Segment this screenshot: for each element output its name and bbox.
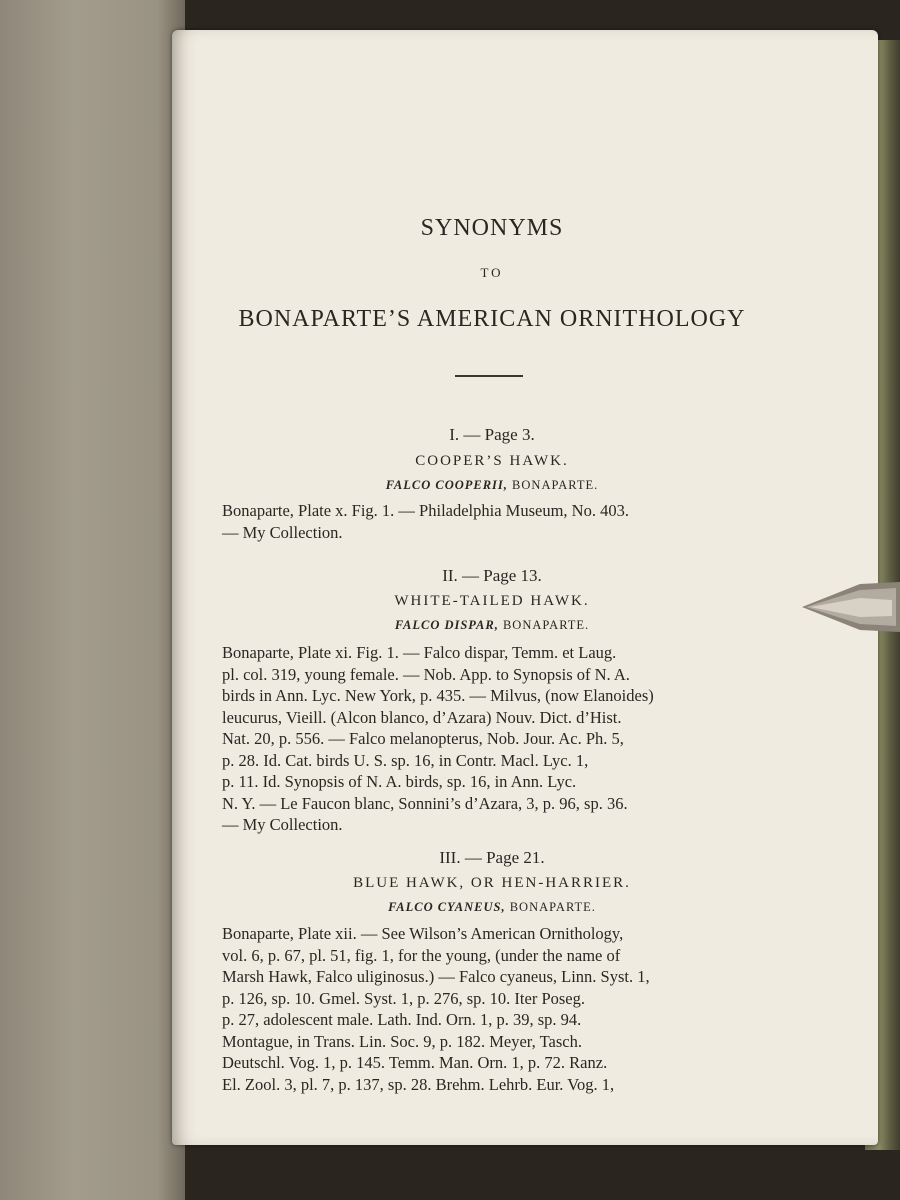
entry-line: p. 11. Id. Synopsis of N. A. birds, sp. 16, in Ann. Lyc.	[222, 772, 577, 791]
entry-line: Marsh Hawk, Falco uliginosus.) — Falco cyaneus, Linn. Syst. 1,	[222, 967, 650, 986]
entry-line: Nat. 20, p. 556. — Falco melanopterus, Nob. Jour. Ac. Ph. 5,	[222, 729, 624, 748]
entry-latin-name: FALCO COOPERII, BONAPARTE.	[385, 478, 599, 492]
metal-clip	[800, 580, 900, 635]
facing-left-page	[0, 0, 185, 1200]
entry-latin-name: FALCO CYANEUS, BONAPARTE.	[388, 900, 596, 914]
entry-heading: I. — Page 3.	[449, 425, 535, 444]
entry-bird-name: COOPER’S HAWK.	[415, 453, 569, 469]
entry-latin-name: FALCO DISPAR, BONAPARTE.	[394, 618, 590, 632]
entry-line: leucurus, Vieill. (Alcon blanco, d’Azara) Nouv. Dict. d’Hist.	[222, 707, 622, 727]
entry-line: p. 28. Id. Cat. birds U. S. sp. 16, in Contr. Macl. Lyc. 1,	[222, 750, 589, 770]
entry-line: p. 27, adolescent male. Lath. Ind. Orn. 1, p. 39, sp. 94.	[222, 1010, 582, 1029]
entry-line: Deutschl. Vog. 1, p. 145. Temm. Man. Orn. 1, p. 72. Ranz.	[222, 1053, 608, 1072]
book-page	[172, 30, 878, 1145]
entry-heading: II. — Page 13.	[442, 566, 542, 585]
title-to: TO	[480, 265, 504, 280]
entry-references	[222, 923, 782, 1095]
entry-line: El. Zool. 3, pl. 7, p. 137, sp. 28. Brehm. Lehrb. Eur. Vog. 1,	[222, 1074, 615, 1094]
entry-line: birds in Ann. Lyc. New York, p. 435. — Milvus, (now Elanoides)	[222, 686, 654, 705]
entry-line: N. Y. — Le Faucon blanc, Sonnini’s d’Azara, 3, p. 96, sp. 36.	[222, 793, 628, 813]
entry-heading: III. — Page 21.	[439, 848, 545, 867]
entry-line: — My Collection.	[222, 815, 343, 834]
entry-line: Bonaparte, Plate xi. Fig. 1. — Falco dispar, Temm. et Laug.	[222, 643, 617, 662]
entry-line: — My Collection.	[222, 522, 343, 542]
entry-line: Bonaparte, Plate x. Fig. 1. — Philadelphia Museum, No. 403.	[222, 501, 629, 520]
entry-line: vol. 6, p. 67, pl. 51, fig. 1, for the young, (under the name of	[222, 945, 621, 965]
title-rule	[455, 375, 523, 377]
entry-bird-name: BLUE HAWK, OR HEN-HARRIER.	[353, 875, 631, 891]
title-bonaparte: BONAPARTE’S AMERICAN ORNITHOLOGY	[238, 306, 746, 332]
entry-line: Montague, in Trans. Lin. Soc. 9, p. 182. Meyer, Tasch.	[222, 1031, 582, 1051]
entry-bird-name: WHITE-TAILED HAWK.	[394, 593, 590, 609]
entry-line: Bonaparte, Plate xii. — See Wilson’s American Ornithology,	[222, 924, 624, 943]
entry-references	[222, 642, 782, 836]
entry-references	[222, 500, 782, 543]
entry-line: p. 126, sp. 10. Gmel. Syst. 1, p. 276, sp. 10. Iter Poseg.	[222, 988, 585, 1008]
entry-line: pl. col. 319, young female. — Nob. App. to Synopsis of N. A.	[222, 664, 630, 684]
title-synonyms: SYNONYMS	[420, 215, 564, 241]
